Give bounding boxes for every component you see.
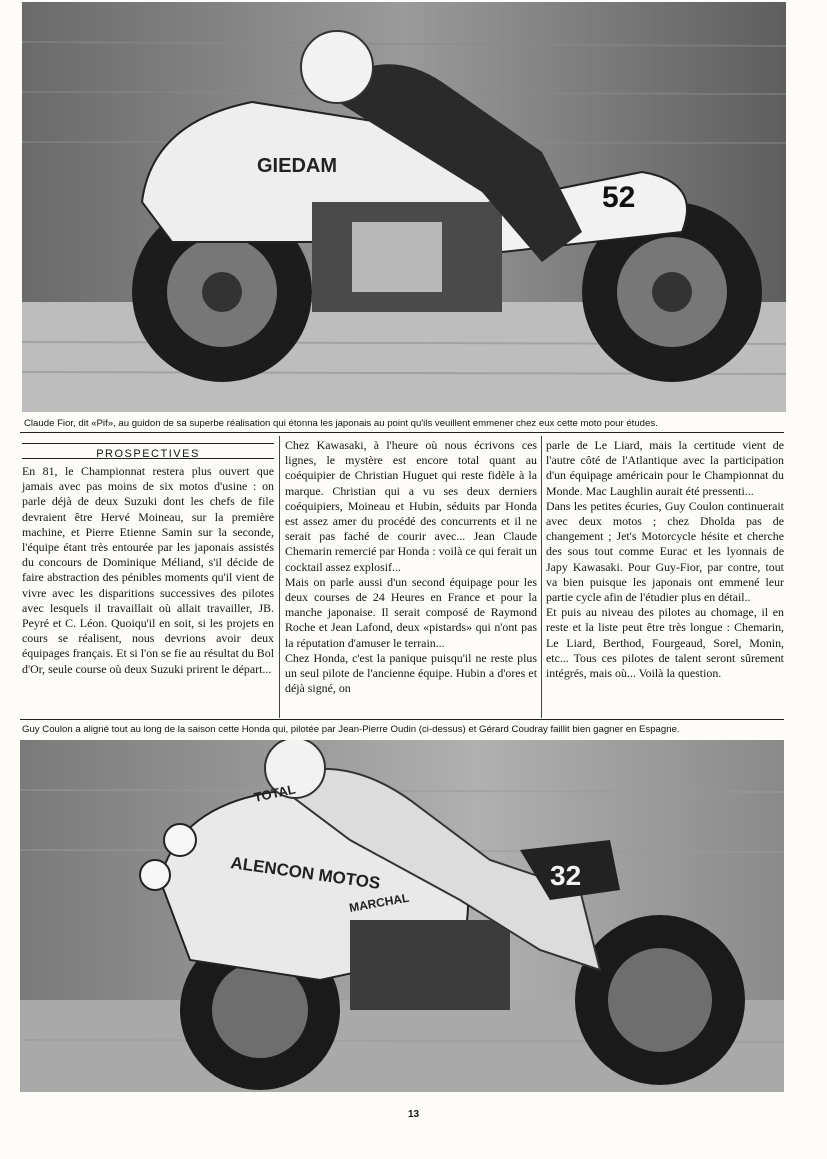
caption-rule-bottom bbox=[20, 719, 784, 720]
column-2-paragraph-1: Chez Kawasaki, à l'heure où nous écrivons ces lignes, le mystère est encore total quant au coéquipier de Christian Huguet qui reste fidèle à la marque. Christian qui a vu ses deux derniers coéquipiers, Moineau et Hubin, séduits par Honda est assez amer du procédé des concurrents et il ne serait pas faché de courir avec... Jean Claude Chemarin remercié par Honda : voilà ce qui ferait un cocktail assez explosif... bbox=[285, 438, 537, 574]
motorcycle-photo-2 bbox=[20, 740, 784, 1092]
photo-guy-coulon-honda bbox=[20, 740, 784, 1092]
article-column-2 bbox=[285, 438, 537, 696]
photo-caption-bottom: Guy Coulon a aligné tout au long de la saison cette Honda qui, pilotée par Jean-Pierre Oudin (ci-dessus) et Gérard Coudray faillit bien gagner en Espagne. bbox=[22, 724, 680, 735]
race-number-32: 32 bbox=[550, 860, 582, 891]
column-1-paragraph: En 81, le Championnat restera plus ouvert que jamais avec pas moins de six motos d'usine : on parle déjà de deux Suzuki dont les chefs de file devraient être Hervé Moineau, sur la première machine, et Pierre Etienne Samin sur la seconde, l'équipe étant très entourée par les japonais assistés du concours de Dominique Méliand, s'il décide de faire abstraction des pénibles moments qu'il vient de vivre avec les disparitions successives des pilotes avec lesquels il travaillait où allait travailler, JB. Peyré et C. Léon. Quoiqu'il en soit, si les projets en cours se réalisent, nous devrions avoir deux équipages français. Et si l'on se fie au résultat du Bol d'Or, seule course où deux Suzuki prirent le départ... bbox=[22, 464, 274, 676]
fairing-text-giedam: GIEDAM bbox=[257, 155, 337, 177]
column-3-paragraph-3: Et puis au niveau des pilotes au chomage, il en reste et la liste peut être très longue : Chemarin, Le Liard, Berthod, Fourgeaud, Sorel, Monin, etc... Tous ces pilotes de talent seront sûrement intégrés, mais où... Voilà la question. bbox=[546, 605, 784, 681]
column-2-paragraph-3: Chez Honda, c'est la panique puisqu'il ne reste plus un seul pilote de l'ancienne équipe. Hubin a d'ores et déjà signé, on bbox=[285, 650, 537, 696]
sponsor-text-marchal: MARCHAL bbox=[348, 890, 411, 915]
column-divider-2 bbox=[541, 436, 542, 718]
photo-claude-fior bbox=[22, 2, 786, 412]
motorcycle-photo-1 bbox=[22, 2, 786, 412]
page-number: 13 bbox=[407, 1109, 420, 1120]
photo-caption-top: Claude Fior, dit «Pif», au guidon de sa superbe réalisation qui étonna les japonais au point qu'ils veuillent emmener chez eux cette moto pour études. bbox=[24, 418, 658, 429]
caption-rule-top bbox=[20, 432, 784, 433]
article-column-1 bbox=[22, 464, 274, 677]
article-column-3 bbox=[546, 438, 784, 681]
column-divider-1 bbox=[279, 436, 280, 718]
section-heading-box bbox=[22, 443, 274, 459]
column-3-paragraph-1: parle de Le Liard, mais la certitude vient de l'autre côté de l'Atlantique avec la participation d'un équipage américain pour le Championnat du Monde. Mac Laughlin aurait été pressenti... bbox=[546, 438, 784, 498]
section-heading: PROSPECTIVES bbox=[96, 448, 200, 460]
fairing-text-alencon: ALENCON MOTOS bbox=[229, 853, 382, 893]
sponsor-text-total: TOTAL bbox=[252, 781, 297, 805]
column-2-paragraph-2: Mais on parle aussi d'un second équipage pour les deux courses de 24 Heures en France et pour la manche japonaise. Il serait composé de Raymond Roche et Jean Lafond, deux «pistards» qui n'ont pas la réputation d'amuser le terrain... bbox=[285, 574, 537, 650]
column-3-paragraph-2: Dans les petites écuries, Guy Coulon continuerait avec deux motos ; chez Dholda pas de changement ; Jet's Motorcycle hésite et cherche des sous tout comme Eurac et les lyonnais de Japy Kawasaki. Pour Guy-Fior, par contre, tout va bien puisque les japonais ont emmené leur partie cycle afin de l'étudier plus en détail.. bbox=[546, 498, 784, 605]
race-number-52: 52 bbox=[602, 181, 636, 214]
